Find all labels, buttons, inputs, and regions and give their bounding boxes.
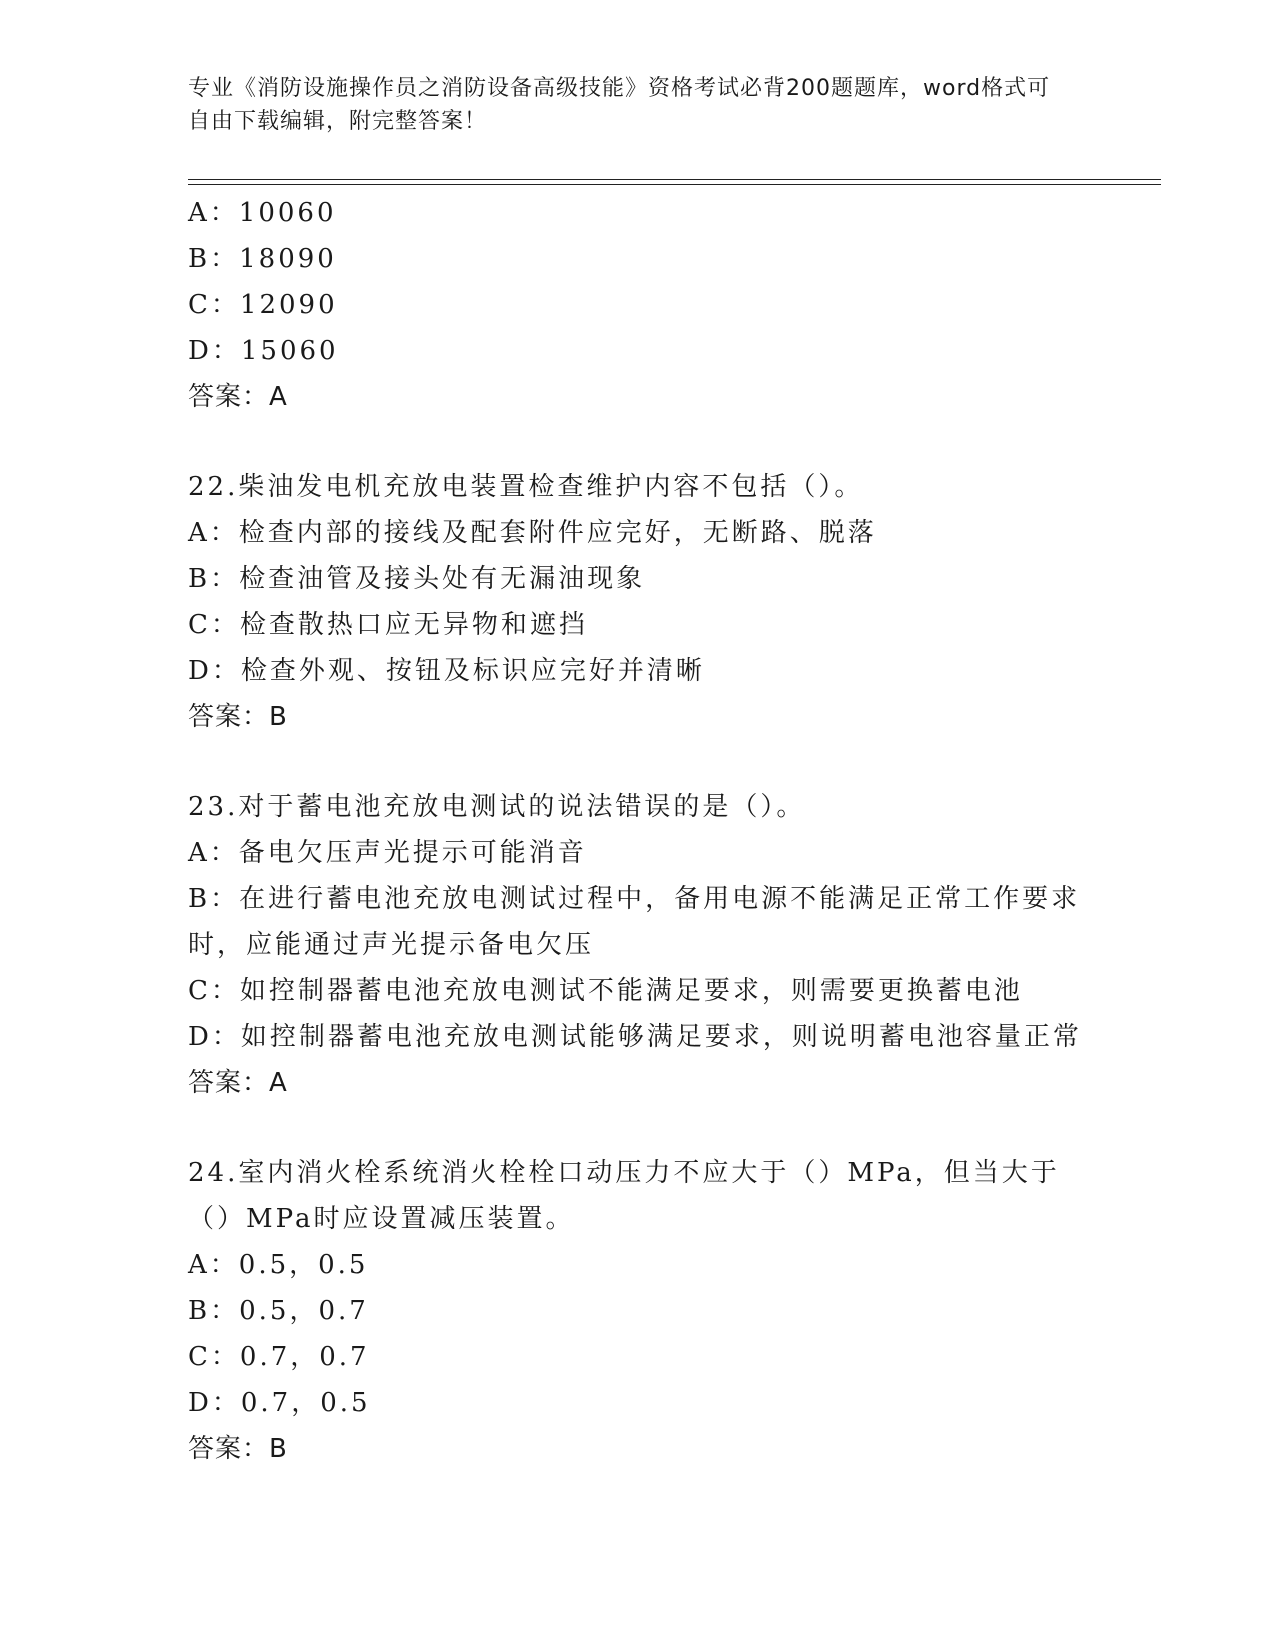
option-d bbox=[188, 328, 1088, 374]
option-text: 15060 bbox=[240, 336, 339, 366]
option-text: 检查油管及接头处有无漏油现象 bbox=[239, 564, 646, 594]
option-a bbox=[188, 190, 1088, 236]
option-label: D： bbox=[188, 1022, 241, 1052]
answer-line: 答案：B bbox=[188, 1434, 288, 1464]
option-d bbox=[188, 1380, 1088, 1426]
option-text: 12090 bbox=[239, 290, 338, 320]
question-stem: 23.对于蓄电池充放电测试的说法错误的是（）。 bbox=[188, 792, 806, 822]
option-d bbox=[188, 1014, 1088, 1060]
option-c bbox=[188, 282, 1088, 328]
spacer bbox=[188, 1106, 1088, 1150]
option-b bbox=[188, 556, 1088, 602]
option-a bbox=[188, 510, 1088, 556]
option-a bbox=[188, 830, 1088, 876]
question-23 bbox=[188, 784, 1088, 1106]
option-label: C： bbox=[188, 1342, 240, 1372]
option-text: 检查外观、按钮及标识应完好并清晰 bbox=[240, 656, 705, 686]
option-b bbox=[188, 1288, 1088, 1334]
option-a bbox=[188, 1242, 1088, 1288]
option-text: 0.7，0.7 bbox=[239, 1342, 370, 1372]
option-d bbox=[188, 648, 1088, 694]
option-label: A： bbox=[188, 518, 239, 548]
option-c bbox=[188, 602, 1088, 648]
answer-line: 答案：B bbox=[188, 702, 288, 732]
option-text: 如控制器蓄电池充放电测试能够满足要求，则说明蓄电池容量正常 bbox=[240, 1022, 1082, 1052]
option-text: 18090 bbox=[239, 244, 337, 274]
option-label: B： bbox=[188, 564, 240, 594]
option-text: 0.5，0.5 bbox=[238, 1250, 369, 1280]
option-label: B： bbox=[188, 244, 240, 274]
header-divider-top bbox=[188, 179, 1161, 180]
option-label: B： bbox=[188, 884, 240, 914]
question-21-options bbox=[188, 190, 1088, 420]
option-label: A： bbox=[188, 838, 239, 868]
answer-line: 答案：A bbox=[188, 1068, 288, 1098]
option-label: A： bbox=[188, 198, 239, 228]
question-stem: 24.室内消火栓系统消火栓栓口动压力不应大于（）MPa，但当大于（）MPa时应设置减压装置。 bbox=[188, 1158, 1060, 1234]
document-header: 专业《消防设施操作员之消防设备高级技能》资格考试必背200题题库，word格式可自由下载编辑，附完整答案！ bbox=[188, 76, 1051, 134]
question-list bbox=[188, 190, 1088, 1472]
option-text: 检查内部的接线及配套附件应完好，无断路、脱落 bbox=[238, 518, 877, 548]
option-text: 在进行蓄电池充放电测试过程中，备用电源不能满足正常工作要求时，应能通过声光提示备电欠压 bbox=[188, 884, 1081, 960]
question-stem: 22.柴油发电机充放电装置检查维护内容不包括（）。 bbox=[188, 472, 864, 502]
option-text: 备电欠压声光提示可能消音 bbox=[238, 838, 587, 868]
option-label: C： bbox=[188, 610, 240, 640]
option-text: 10060 bbox=[238, 198, 337, 228]
option-c bbox=[188, 968, 1088, 1014]
option-c bbox=[188, 1334, 1088, 1380]
option-label: D： bbox=[188, 336, 241, 366]
option-b bbox=[188, 876, 1088, 968]
question-22 bbox=[188, 464, 1088, 740]
spacer bbox=[188, 420, 1088, 464]
option-b bbox=[188, 236, 1088, 282]
question-24 bbox=[188, 1150, 1088, 1472]
option-text: 0.5，0.7 bbox=[239, 1296, 369, 1326]
option-label: D： bbox=[188, 656, 241, 686]
option-label: C： bbox=[188, 290, 240, 320]
answer-line: 答案：A bbox=[188, 382, 288, 412]
option-text: 检查散热口应无异物和遮挡 bbox=[239, 610, 588, 640]
header-divider-bottom bbox=[188, 184, 1161, 185]
option-label: A： bbox=[188, 1250, 239, 1280]
option-label: B： bbox=[188, 1296, 240, 1326]
option-text: 0.7，0.5 bbox=[240, 1388, 371, 1418]
option-label: D： bbox=[188, 1388, 241, 1418]
spacer bbox=[188, 740, 1088, 784]
option-text: 如控制器蓄电池充放电测试不能满足要求，则需要更换蓄电池 bbox=[239, 976, 1023, 1006]
option-label: C： bbox=[188, 976, 240, 1006]
